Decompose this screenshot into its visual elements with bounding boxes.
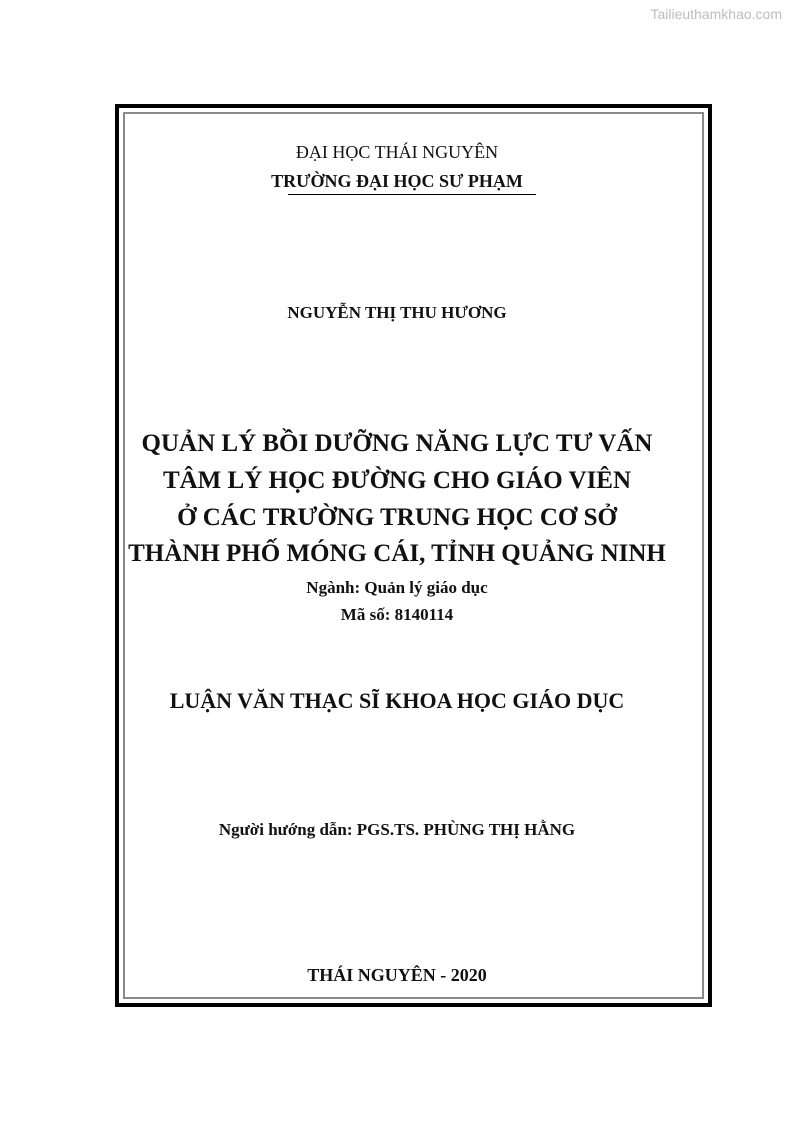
school-name: TRƯỜNG ĐẠI HỌC SƯ PHẠM (271, 171, 523, 191)
author-name: NGUYỄN THỊ THU HƯƠNG (287, 303, 507, 322)
thesis-title-line-4: THÀNH PHỐ MÓNG CÁI, TỈNH QUẢNG NINH (128, 540, 666, 567)
degree-type: LUẬN VĂN THẠC SĨ KHOA HỌC GIÁO DỤC (169, 688, 625, 713)
school-underline (288, 194, 536, 195)
thesis-title-line-1: QUẢN LÝ BỒI DƯỠNG NĂNG LỰC TƯ VẤN (141, 430, 653, 457)
major-code: Mã số: 8140114 (340, 605, 454, 624)
watermark: Tailieuthamkhao.com (650, 6, 782, 22)
major: Ngành: Quản lý giáo dục (306, 578, 488, 597)
place-year: THÁI NGUYÊN - 2020 (307, 965, 487, 985)
university-name: ĐẠI HỌC THÁI NGUYÊN (295, 142, 499, 162)
thesis-title-line-2: TÂM LÝ HỌC ĐƯỜNG CHO GIÁO VIÊN (162, 467, 632, 494)
thesis-title-line-3: Ở CÁC TRƯỜNG TRUNG HỌC CƠ SỞ (177, 504, 617, 531)
advisor: Người hướng dẫn: PGS.TS. PHÙNG THỊ HẰNG (218, 820, 576, 839)
